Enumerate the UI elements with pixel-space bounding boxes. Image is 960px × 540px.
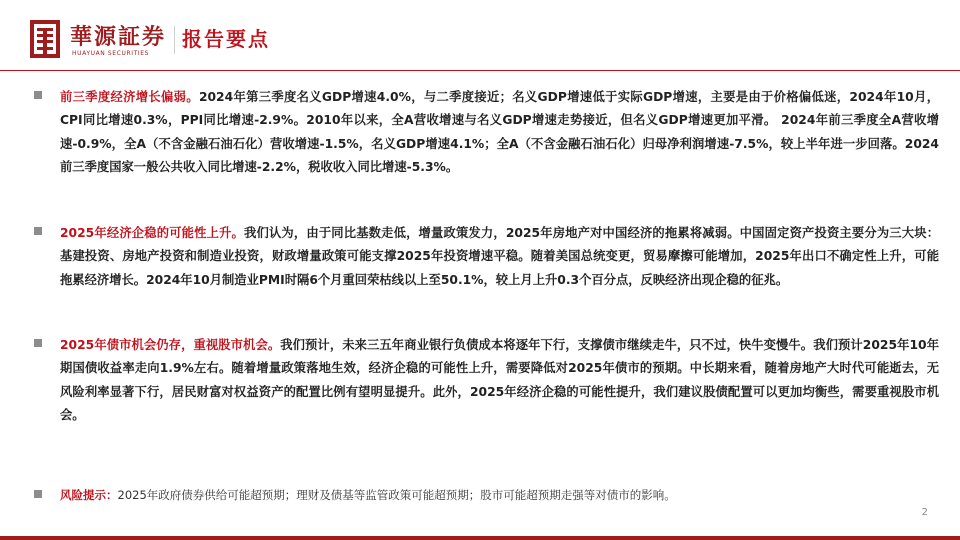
- bullet-highlight: 前三季度经济增长偏弱。: [60, 90, 199, 104]
- risk-line: [60, 486, 939, 504]
- huayuan-logo-icon: [28, 18, 62, 60]
- bullet-text: 我们认为，由于同比基数走低，增量政策发力，2025年房地产对中国经济的拖累将减弱。中国固定资产投资主要分为三大块：基建投资、房地产投资和制造业投资，财政增量政策可能支撑2025年投资增速平稳。随着美国总统变更，贸易摩擦可能增加，2025年出口不确定性上升，可能拖累经济增长。2024年10月制造业PMI时隔6个月重回荣枯线以上至50.1%，较上月上升0.3个百分点，反映经济出现企稳的征兆。: [60, 226, 939, 287]
- brand-english-name: HUAYUAN SECURITIES: [72, 50, 150, 57]
- bullet-point: [34, 222, 939, 292]
- header: [0, 0, 960, 70]
- page-title: 报告要点: [182, 27, 270, 51]
- brand-name: 華源証券: [70, 24, 167, 50]
- bullet-paragraph: [60, 86, 939, 180]
- bullet-highlight: 2025年债市机会仍存，重视股市机会。: [60, 338, 281, 352]
- bullet-square-icon: [34, 339, 42, 347]
- bullet-highlight: 2025年经济企稳的可能性上升。: [60, 226, 245, 240]
- bullet-square-icon: [34, 91, 42, 99]
- bullet-paragraph: [60, 334, 939, 428]
- bullet-paragraph: [60, 222, 939, 292]
- bullet-square-icon: [34, 490, 42, 498]
- risk-text: 2025年政府债券供给可能超预期；理财及债基等监管政策可能超预期；股市可能超预期走强等对债市的影响。: [117, 488, 676, 502]
- bullet-text: 2024年第三季度名义GDP增速4.0%，与二季度接近；名义GDP增速低于实际GDP增速，主要是由于价格偏低迷，2024年10月，CPI同比增速0.3%，PPI同比增速-2.9%。2010年以来，全A营收增速与名义GDP增速走势接近，但名义GDP增速更加平滑。 2024年前三季度全A营收增速-0.9%，全A（不含金融石油石化）营收增速-1.5%，名义GDP增速4.1%；全A（不含金融石油石化）归母净利润增速-7.5%，较上半年进一步回落。2024前三季度国家一般公共收入同比增速-2.2%，税收收入同比增速-5.3%。: [60, 90, 939, 175]
- footer-bar: [0, 536, 960, 540]
- header-rule: [0, 70, 960, 71]
- risk-warning: [34, 486, 939, 504]
- bullet-text: 我们预计，未来三五年商业银行负债成本将逐年下行，支撑债市继续走牛，只不过，快牛变慢牛。我们预计2025年10年期国债收益率走向1.9%左右。随着增量政策落地生效，经济企稳的可能性上升，需要降低对2025年债市的预期。中长期来看，随着房地产大时代可能逝去，无风险利率显著下行，居民财富对权益资产的配置比例有望明显提升。此外，2025年经济企稳的可能性提升，我们建议股债配置可以更加均衡些，需要重视股市机会。: [60, 338, 940, 423]
- bullet-point: [34, 86, 939, 180]
- header-divider: [174, 26, 175, 54]
- bullet-point: [34, 334, 939, 428]
- page-number: 2: [921, 507, 928, 518]
- risk-label: 风险提示：: [60, 488, 118, 502]
- bullet-square-icon: [34, 227, 42, 235]
